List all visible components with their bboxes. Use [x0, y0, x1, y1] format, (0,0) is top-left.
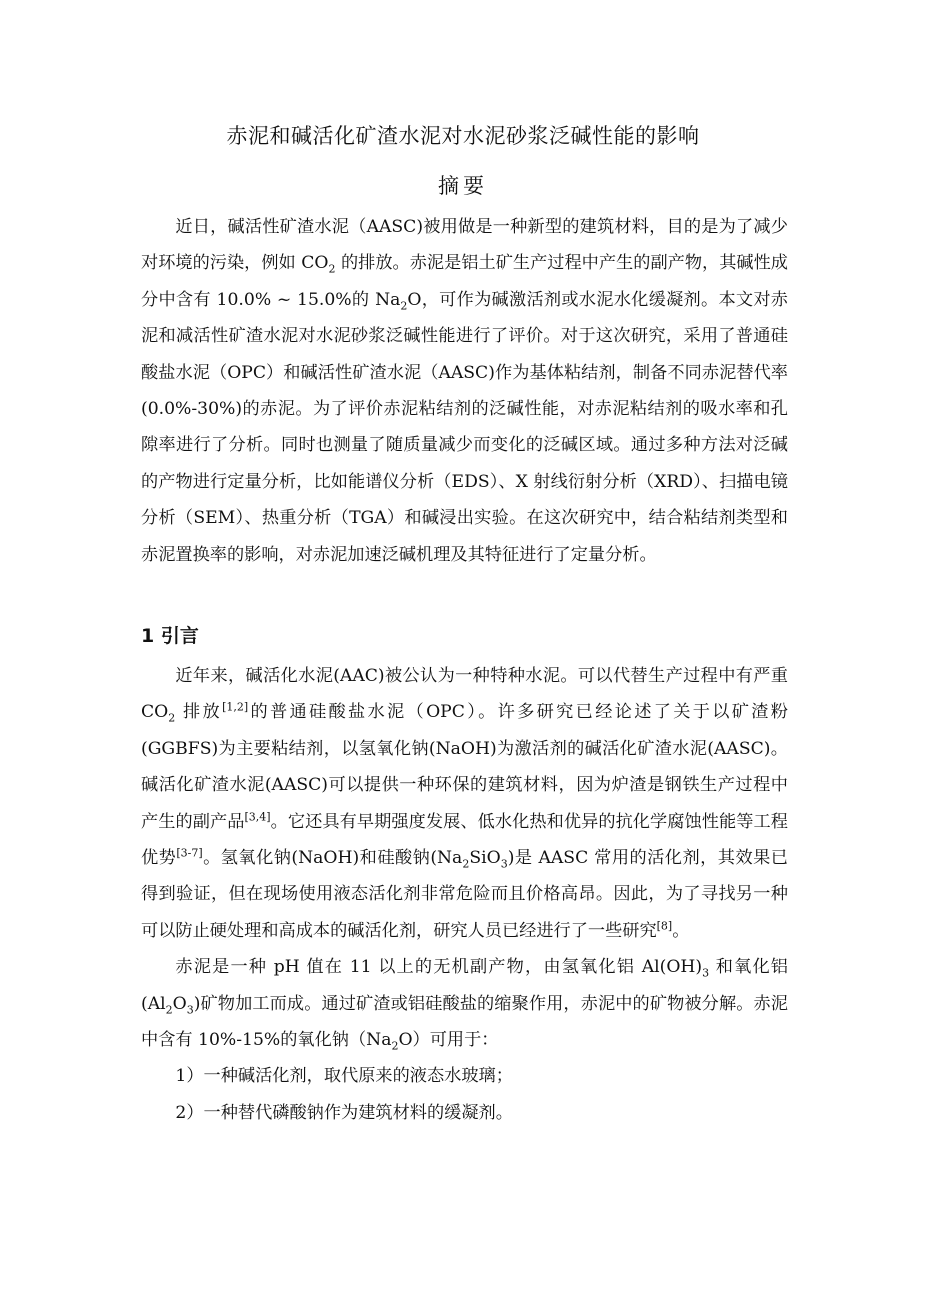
- citation: [3-7]: [176, 846, 203, 860]
- subscript: 3: [186, 1003, 194, 1017]
- list-item: 2）一种替代磷酸钠作为建筑材料的缓凝剂。: [175, 1102, 513, 1123]
- subscript: 2: [328, 262, 336, 276]
- citation: [1,2]: [222, 700, 249, 714]
- text: SiO: [469, 848, 501, 869]
- text: 。氢氧化钠(NaOH)和硅酸钠(Na: [202, 848, 463, 869]
- abstract-text-2: 的排放。赤泥是铝土矿生产过程中产生的副产物，其碱性成分中含有 10.0% ~ 15.0%的 Na: [141, 253, 788, 310]
- intro-paragraph-1: [141, 658, 788, 949]
- abstract-text-1: 近日，碱活性矿渣水泥（AASC)被用做是一种新型的建筑材料，目的是为了减少对环境的污染，例如 CO: [141, 217, 788, 274]
- text: 和氧化铝(Al: [141, 957, 788, 1014]
- list-item: 1）一种碱活化剂，取代原来的液态水玻璃；: [175, 1066, 513, 1087]
- intro-paragraph-2: [141, 949, 788, 1058]
- subscript: 2: [462, 857, 470, 871]
- subscript: 2: [391, 1039, 399, 1053]
- text: 排放: [175, 702, 223, 723]
- abstract-paragraph: [141, 209, 788, 573]
- text: 。: [672, 920, 690, 941]
- text: )矿物加工而成。通过矿渣或铝硅酸盐的缩聚作用，赤泥中的矿物被分解。赤泥中含有 10%-15%的氧化钠（Na: [141, 993, 788, 1051]
- text: O）可用于：: [398, 1030, 499, 1051]
- text: 的普通硅酸盐水泥（OPC）。许多研究已经论述了关于以矿渣粉(GGBFS)为主要粘结剂，以氢氧化钠(NaOH)为激活剂的碱活化矿渣水泥(AASC)。碱活化矿渣水泥(AASC)可以提供一种环保的建筑材料，因为炉渣是钢铁生产过程中产生的副产品: [141, 702, 788, 832]
- text: )是 AASC 常用的活化剂，其效果已得到验证，但在现场使用液态活化剂非常危险而且价格高昂。因此，为了寻找另一种可以防止硬处理和高成本的碱活化剂，研究人员已经进行了一些研究: [141, 848, 788, 941]
- introduction-body: [141, 658, 788, 1131]
- citation: [3,4]: [244, 809, 271, 823]
- document-title: 赤泥和碱活化矿渣水泥对水泥砂浆泛碱性能的影响: [226, 124, 700, 148]
- subscript: 2: [400, 299, 408, 313]
- subscript: 3: [500, 857, 508, 871]
- section-heading-introduction: 1 引言: [141, 625, 199, 647]
- abstract-heading: 摘要: [438, 174, 488, 198]
- subscript: 3: [702, 966, 710, 980]
- text: 近年来，碱活化水泥(AAC)被公认为一种特种水泥。可以代替生产过程中有严重 CO: [141, 666, 788, 723]
- subscript: 2: [165, 1003, 173, 1017]
- text: O: [172, 993, 187, 1014]
- abstract-body: [141, 209, 788, 573]
- text: 。它还具有早期强度发展、低水化热和优异的抗化学腐蚀性能等工程优势: [141, 811, 788, 869]
- citation: [8]: [656, 919, 673, 933]
- abstract-text-3: O，可作为碱激活剂或水泥水化缓凝剂。本文对赤泥和减活性矿渣水泥对水泥砂浆泛碱性能进行了评价。对于这次研究，采用了普通硅酸盐水泥（OPC）和碱活性矿渣水泥（AASC)作为基体粘结剂，制备不同赤泥替代率(0.0%-30%)的赤泥。为了评价赤泥粘结剂的泛碱性能，对赤泥粘结剂的吸水率和孔隙率进行了分析。同时也测量了随质量减少而变化的泛碱区域。通过多种方法对泛碱的产物进行定量分析，比如能谱仪分析（EDS）、X 射线衍射分析（XRD）、扫描电镜分析（SEM）、热重分析（TGA）和碱浸出实验。在这次研究中，结合粘结剂类型和赤泥置换率的影响，对赤泥加速泛碱机理及其特征进行了定量分析。: [141, 289, 788, 565]
- text: 赤泥是一种 pH 值在 11 以上的无机副产物，由氢氧化铝 Al(OH): [175, 957, 703, 978]
- subscript: 2: [168, 711, 176, 725]
